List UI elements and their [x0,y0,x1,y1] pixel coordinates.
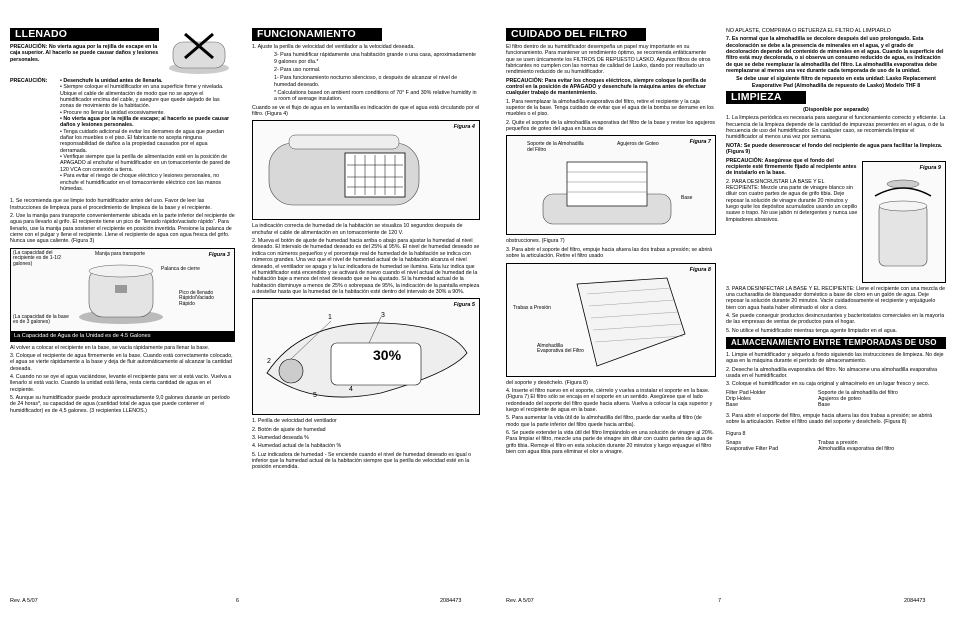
figure-9 [862,161,946,283]
step-text: 4. Inserte el filtro nuevo en el soporte, ciérrelo y vuelva a instalar el soporte en la base. (Figura 7) El filtro sólo se encaja en el soporte en un sentido. Asegúrese que el lado redondeado del soporte del filtro quede hacia afuera. Vuelva a colocar la caja superior y luego el recipiente de agua en la base. [506,387,713,413]
step-text: 2. Quite el soporte de la almohadilla evaporativa del filtro de la base y revise los agujeros pequeños de goteo del agua en busca de [506,119,716,133]
step-text: 6. Se puede extender la vida útil del filtro limpiándolo en una solución de vinagre al 20%. Para limpiar el filtro, mezcle una parte de vinagre sin diluir con cuatro partes de agua de grifo tibia. Remoje el filtro en esta solución durante 20 minutos y luego enjuague el filtro bien con agua tibia para eliminar el olor a vinagre. [506,429,714,455]
speed-option: 3- Para humidificar rápidamente una habitación grande o una casa, aproximadamente 9 galones por día.* [274,52,476,65]
step-text: 2. Use la manija para transporte convenientemente ubicada en la parte inferior del recipiente de agua para llevarlo al grifo. El recipiente tiene un pico de “llenado rápido/vaciado rápido”. Para llenarlo, use la manija para sostener el recipiente en posición invertida. Presione la palanca de cierre con el pulgar y llene el recipiente. Llene el recipiente de agua con agua fresca del grifo. Nunca use agua caliente. (Figura 3) [10,212,235,245]
step-text: 5. Aunque su humidificador puede producir aproximadamente 9,0 galones durante un período de 24 horas*, su capacidad de agua (cantidad total de agua que puede contener el humidificador) es de 4,5 galones. (3 recipientes LLENOS.) [10,395,230,414]
step-text: 1. La limpieza periódica es necesaria para asegurar el funcionamiento correcto y eficiente. La frecuencia de la limpieza depende de la cantidad de impurezas presentes en el agua, o de la frecuencia de uso del humidificador. En cualquier caso, se recomienda limpiar el humidificador al menos una vez por semana. [726,115,946,141]
footer-page-left: 6 [236,598,240,604]
part-name: Base [726,402,739,409]
callout-number: 3 [381,312,385,320]
speed-option: 1- Para funcionamiento nocturno silencioso, o después de alcanzar el nivel de humedad deseado. [274,75,458,88]
figure-caption: (La capacidad de la base es de 3 galones) [13,313,69,326]
part-name: Evaporative Filter Pad [726,446,779,453]
column-cuidado-filtro [506,28,716,594]
filter-holder-icon [537,158,677,230]
figure-label: Figura 7 [689,139,711,146]
figure-caption: Manija para transporte [95,250,146,257]
footer-revision-right: Rev. A 5/07 [506,598,534,604]
step-text: 3. Para abrir el soporte del filtro, empuje hacia afuera las dos trabas a presión; se abrirá sobre la articulación. Retire el filtro usado [506,246,713,260]
note-text: NOTA: Se puede desenroscar el fondo del recipiente de agua para facilitar la limpieza. (Figura 9) [726,142,943,156]
speed-footnote: * Calculations based on ambient room conditions of 70° F and 30% relative humidity in a room of average insulation. [274,90,477,103]
step-text: 5. Para aumentar la vida útil de la almohadilla del filtro, puede dar vuelta al filtro (de modo que la parte inferior del filtro quede hacia arriba). [506,415,702,428]
water-tank-icon [71,259,171,325]
step-text: 3. Para abrir el soporte del filtro, empuje hacia afuera las dos trabas a presión; se abrirá sobre la articulación. Retire el filtro usado del soporte y deséchelo. (Figura 8) [726,412,933,425]
figure-8 [506,263,716,377]
step-text: 1. Para reemplazar la almohadilla evaporativa del filtro, retire el recipiente y la caja superior de la base. Tenga cuidado de evitar que el agua de la bomba se derrame en los muebles o el piso. [506,98,714,118]
part-name: Snaps [726,439,742,446]
figure-5 [252,298,480,415]
warning-text: NO APLASTE, COMPRIMA O RETUERZA EL FILTRO AL LIMPIARLO [726,28,891,34]
precaution-bullet: • Verifique siempre que la perilla de alimentación esté en la posición de APAGADO al enchufar el humidificador en un tomacorriente de pared de 120 VCA con conexión a tierra. [60,154,231,173]
figure-reference: Figura 8 [726,431,746,438]
legend-item: 4. Humedad actual de la habitación % [252,443,342,450]
precaution-label: PRECAUCIÓN: [10,78,48,84]
step-text: 3. PARA DESINFECTAR LA BASE Y EL RECIPIENTE: Llene el recipiente con una mezcla de una cucharadita de blanqueador doméstico a base de cloro en un galón de agua. Deje reposar la solución durante 20 minutos. Vacíe cuidadosamente el recipiente y enjuáguelo bien con agua hasta haber eliminado el olor a cloro. [726,285,946,311]
humidifier-window-icon [265,129,445,213]
after-figure-text: Al volver a colocar el recipiente en la base, se vacía rápidamente para llenar la base. [10,344,210,351]
precaution-bullet: • Procure no llenar la unidad excesivamente. [60,109,165,116]
precaution-bullet: • No vierta agua por la rejilla de escape; al hacerlo se puede causar daños y lesiones personales. [60,116,230,129]
part-translation: Base [818,402,831,409]
figure-caption: Soporte de la Almohadilla del Filtro [527,141,584,154]
callout-number: 5 [313,392,317,400]
column-funcionamiento [252,28,480,594]
figure-capacity-bar: La Capacidad de Agua de la Unidad es de 4.5 Galones [11,331,234,341]
footer-revision-left: Rev. A 5/07 [10,598,38,604]
section-header-almacenamiento: ALMACENAMIENTO ENTRE TEMPORADAS DE USO [726,337,946,349]
parts-table-2 [726,440,946,453]
section-header-funcionamiento: FUNCIONAMIENTO [252,28,382,41]
figure-caption: Pico de llenado Rápido/Vaciado Rápido [179,289,214,308]
figure-caption: Base [681,195,693,202]
precaution-bullet: • Siempre coloque el humidificador en una superficie firme y nivelada. Ubique el cable de alimentación de modo que no se apoye el humidificador encima del cable, y asegure que quede alejado de las zonas de movimiento de la habitación. [60,84,224,110]
callout-number: 1 [328,314,332,322]
callout-number: 2 [267,358,271,366]
replacement-filter-text: Se debe usar el siguiente filtro de repuesto en esta unidad: Lasko Replacement Evaporative Pad (Almohadilla de repuesto de Lasko) Modelo THF 8 [736,76,936,89]
figure-caption: Almohadilla Evaporativa del Filtro [537,342,584,355]
control-panel-icon [261,313,473,409]
tank-bottom-icon [873,176,935,278]
step-text: 1. Se recomienda que se limpie todo humidificador antes del uso. Favor de leer las Instrucciones de limpieza para el procedimiento de limpieza de la base y el recipiente. [10,198,212,211]
section-header-limpieza: LIMPIEZA [726,91,806,104]
figure-caption: (La capacidad del recipiente es de 1-1/2 galones) [13,249,62,268]
flow-note: Cuando se ve el flujo de agua en la ventanilla es indicación de que el agua está circulando por el filtro. (Figura 4) [252,104,480,118]
legend-item: 3. Humedad deseada % [252,434,309,441]
legend-item: 2. Botón de ajuste de humedad [252,426,326,433]
figure-label: Figura 5 [453,302,475,309]
figure-3 [10,248,235,342]
part-name: Drip Holes [726,395,751,402]
after-figure-text: obstrucciones. (Figura 7) [506,238,565,245]
precaution-text: PRECAUCIÓN: Asegúrese que el fondo del recipiente esté firmemente fijado al recipiente antes de instalarlo en la base. [726,157,857,177]
footer-code-left: 2084473 [440,598,462,604]
figure-label: Figura 4 [453,124,475,131]
step-text: 5. No utilice el humidificador mientras tenga agente limpiador en el agua. [726,327,898,334]
speed-option: 2- Para uso normal. [274,67,321,74]
footer-code-right: 2084473 [904,598,926,604]
figure-label: Figura 9 [919,164,941,171]
part-name: Filter Pad Holder [726,389,766,396]
step-text: 2. PARA DESINCRUSTAR LA BASE Y EL RECIPIENTE: Mezcle una parte de vinagre blanco sin diluir con cuatro partes de agua de grifo tibia. Deje reposar la solución de vinagre durante 20 minutos y luego quite los depósitos acumulados usando un cepillo suave o trapo. No use jabón ni detergentes y nunca use limpiadores abrasivos. [726,178,858,223]
step-text: 4. Cuando no se oye el agua vaciándose, levante el recipiente para ver si está vacío. Vuelva a llenarlo si está vacío. Cuando la unidad está llena, resta cierta cantidad de agua en el recipiente. [10,373,232,393]
part-translation: Almohadilla evaporativa del filtro [818,446,895,453]
step-text: 2. Mueva el botón de ajuste de humedad hacia arriba o abajo para ajustar la humedad al nivel deseado. El intervalo de humedad deseado es del 25% al 95%. El nivel de humedad deseado se indica con números pequeños y el porcentaje real de humedad de la habitación se indica con números grandes. Una vez que el nivel de humedad actual de la habitación alcanza el nivel deseado, el ventilador se apaga y la luz indicadora de humedad se ilumina. Esta luz indica que el humidificador está encendido y se activará de nuevo cuando el nivel actual de humedad de la habitación baje a menos del nivel deseado que se ha ajustado. Si la humedad actual de la habitación disminuye a menos de 25% o sobrepasa de 95%, la indicación de la pantalla empieza a destellar hasta que la humedad de la habitación esté dentro del intervalo de 30% a 90%. [252,238,480,295]
step-text: 3. Coloque el humidificador en su caja original y almacénelo en un lugar fresco y seco. [726,381,930,388]
section-header-llenado: LLENADO [10,28,159,41]
figure-4 [252,120,480,220]
figure-label: Figura 8 [689,266,711,273]
legend-item: 1. Perilla de velocidad del ventilador [252,418,337,425]
step-text: 7. Es normal que la almohadilla se decolore después del uso prolongado. Esta decoloración se debe a la presencia de minerales en el agua, y el grado de decoloración depende del contenido de minerales en el agua. Cuando la superficie del filtro está muy decolorada, o si observa un consumo reducido de agua, es indicación de que se debe reemplazar la almohadilla del filtro. La almohadilla evaporativa debe reemplazarse al menos una vez durante cada temporada de uso de la unidad. [726,36,944,75]
filter-pad-icon [567,274,697,372]
parts-table [726,390,946,409]
figure-7 [506,135,716,235]
step-text: 1. Limpie el humidificador y séquelo a fondo siguiendo las instrucciones de limpieza. No deje agua en la máquina durante el período de almacenamiento. [726,351,944,365]
after-figure-text: La indicación correcta de humedad de la habitación se visualiza 10 segundos después de enchufar el cable de alimentación en un tomacorriente de 120 V. [252,223,463,236]
step-text: 4. Se puede conseguir productos desincrustantes y bacteriostatos comerciales en la mayoría de las empresas de ventas de productos para el hogar. [726,312,945,326]
humidifier-illustration [163,28,235,76]
step-text: 3. Coloque el recipiente de agua firmemente en la base. Cuando está correctamente colocado, el agua se vierte rápidamente a la base y deja de fluir automáticamente al alcanzar la cantidad deseada. [10,352,233,372]
callout-number: 4 [349,386,353,394]
precaution-bullet: • Para evitar el riesgo de choque eléctrico y lesiones personales, no enchufe el humidificador en el tomacorriente eléctrico con las manos húmedas. [60,173,222,192]
figure-label: Figura 3 [208,251,230,258]
section-header-cuidado-filtro: CUIDADO DEL FILTRO [506,28,646,41]
column-limpieza [726,28,946,594]
intro-text: El filtro dentro de su humidificador desempeña un papel muy importante en su funcionamiento. Para mantener un rendimiento óptimo, se recomienda enfáticamente que se usen únicamente los FILTROS DE REPUESTO LASKO. Algunos filtros de otros fabricantes no cumplen con las normas de calidad de Lasko, dando por resultado un rendimiento reducido de su humidificador. [506,44,711,76]
precaution-text: PRECAUCIÓN: Para evitar los choques eléctricos, siempre coloque la perilla de control en la posición de APAGADO y desenchufe la máquina antes de efectuar cualquier trabajo de mantenimiento. [506,77,707,97]
humidifier-icon [163,28,235,76]
step-text: 2. Deseche la almohadilla evaporativa del filtro. No almacene una almohadilla evaporativa usada en el humidificador. [726,366,938,379]
footer-page-right: 7 [718,598,722,604]
precaution-intro: PRECAUCIÓN: No vierta agua por la rejilla de escape en la caja superior. Al hacerlo se puede causar daños y lesiones personales. [10,44,159,63]
after-figure-text: del soporte y deséchelo. (Figura 8) [506,379,588,386]
part-translation: Trabas a presión [818,439,858,446]
precaution-bullet: • Desenchufe la unidad antes de llenarla. [60,78,163,84]
legend-item: 5. Luz indicadora de humedad - Se enciende cuando el nivel de humedad deseado es igual o inferior que la humedad actual de la habitación siempre que la perilla de velocidad esté en la posición encendida. [252,451,472,471]
humidity-display-value: 30% [373,347,402,364]
part-translation: Soporte de la almohadilla del filtro [818,389,898,396]
column-llenado [10,28,235,594]
figure-caption: Trabas a Presión [513,304,551,311]
part-translation: Agujeros de goteo [818,395,861,402]
figure-caption: Palanca de cierre [161,265,200,272]
figure-caption: Agujeros de Goteo [617,141,659,148]
precaution-bullet: • Tenga cuidado adicional de evitar los derrames de agua que puedan dañar los muebles o el piso. El fabricante no acepta ninguna responsabilidad de daños a la propiedad causados por el agua derramada. [60,128,225,154]
step-text: 1. Ajuste la perilla de velocidad del ventilador a la velocidad deseada. [252,44,415,50]
subheader-text: (Disponible por separado) [803,107,869,114]
